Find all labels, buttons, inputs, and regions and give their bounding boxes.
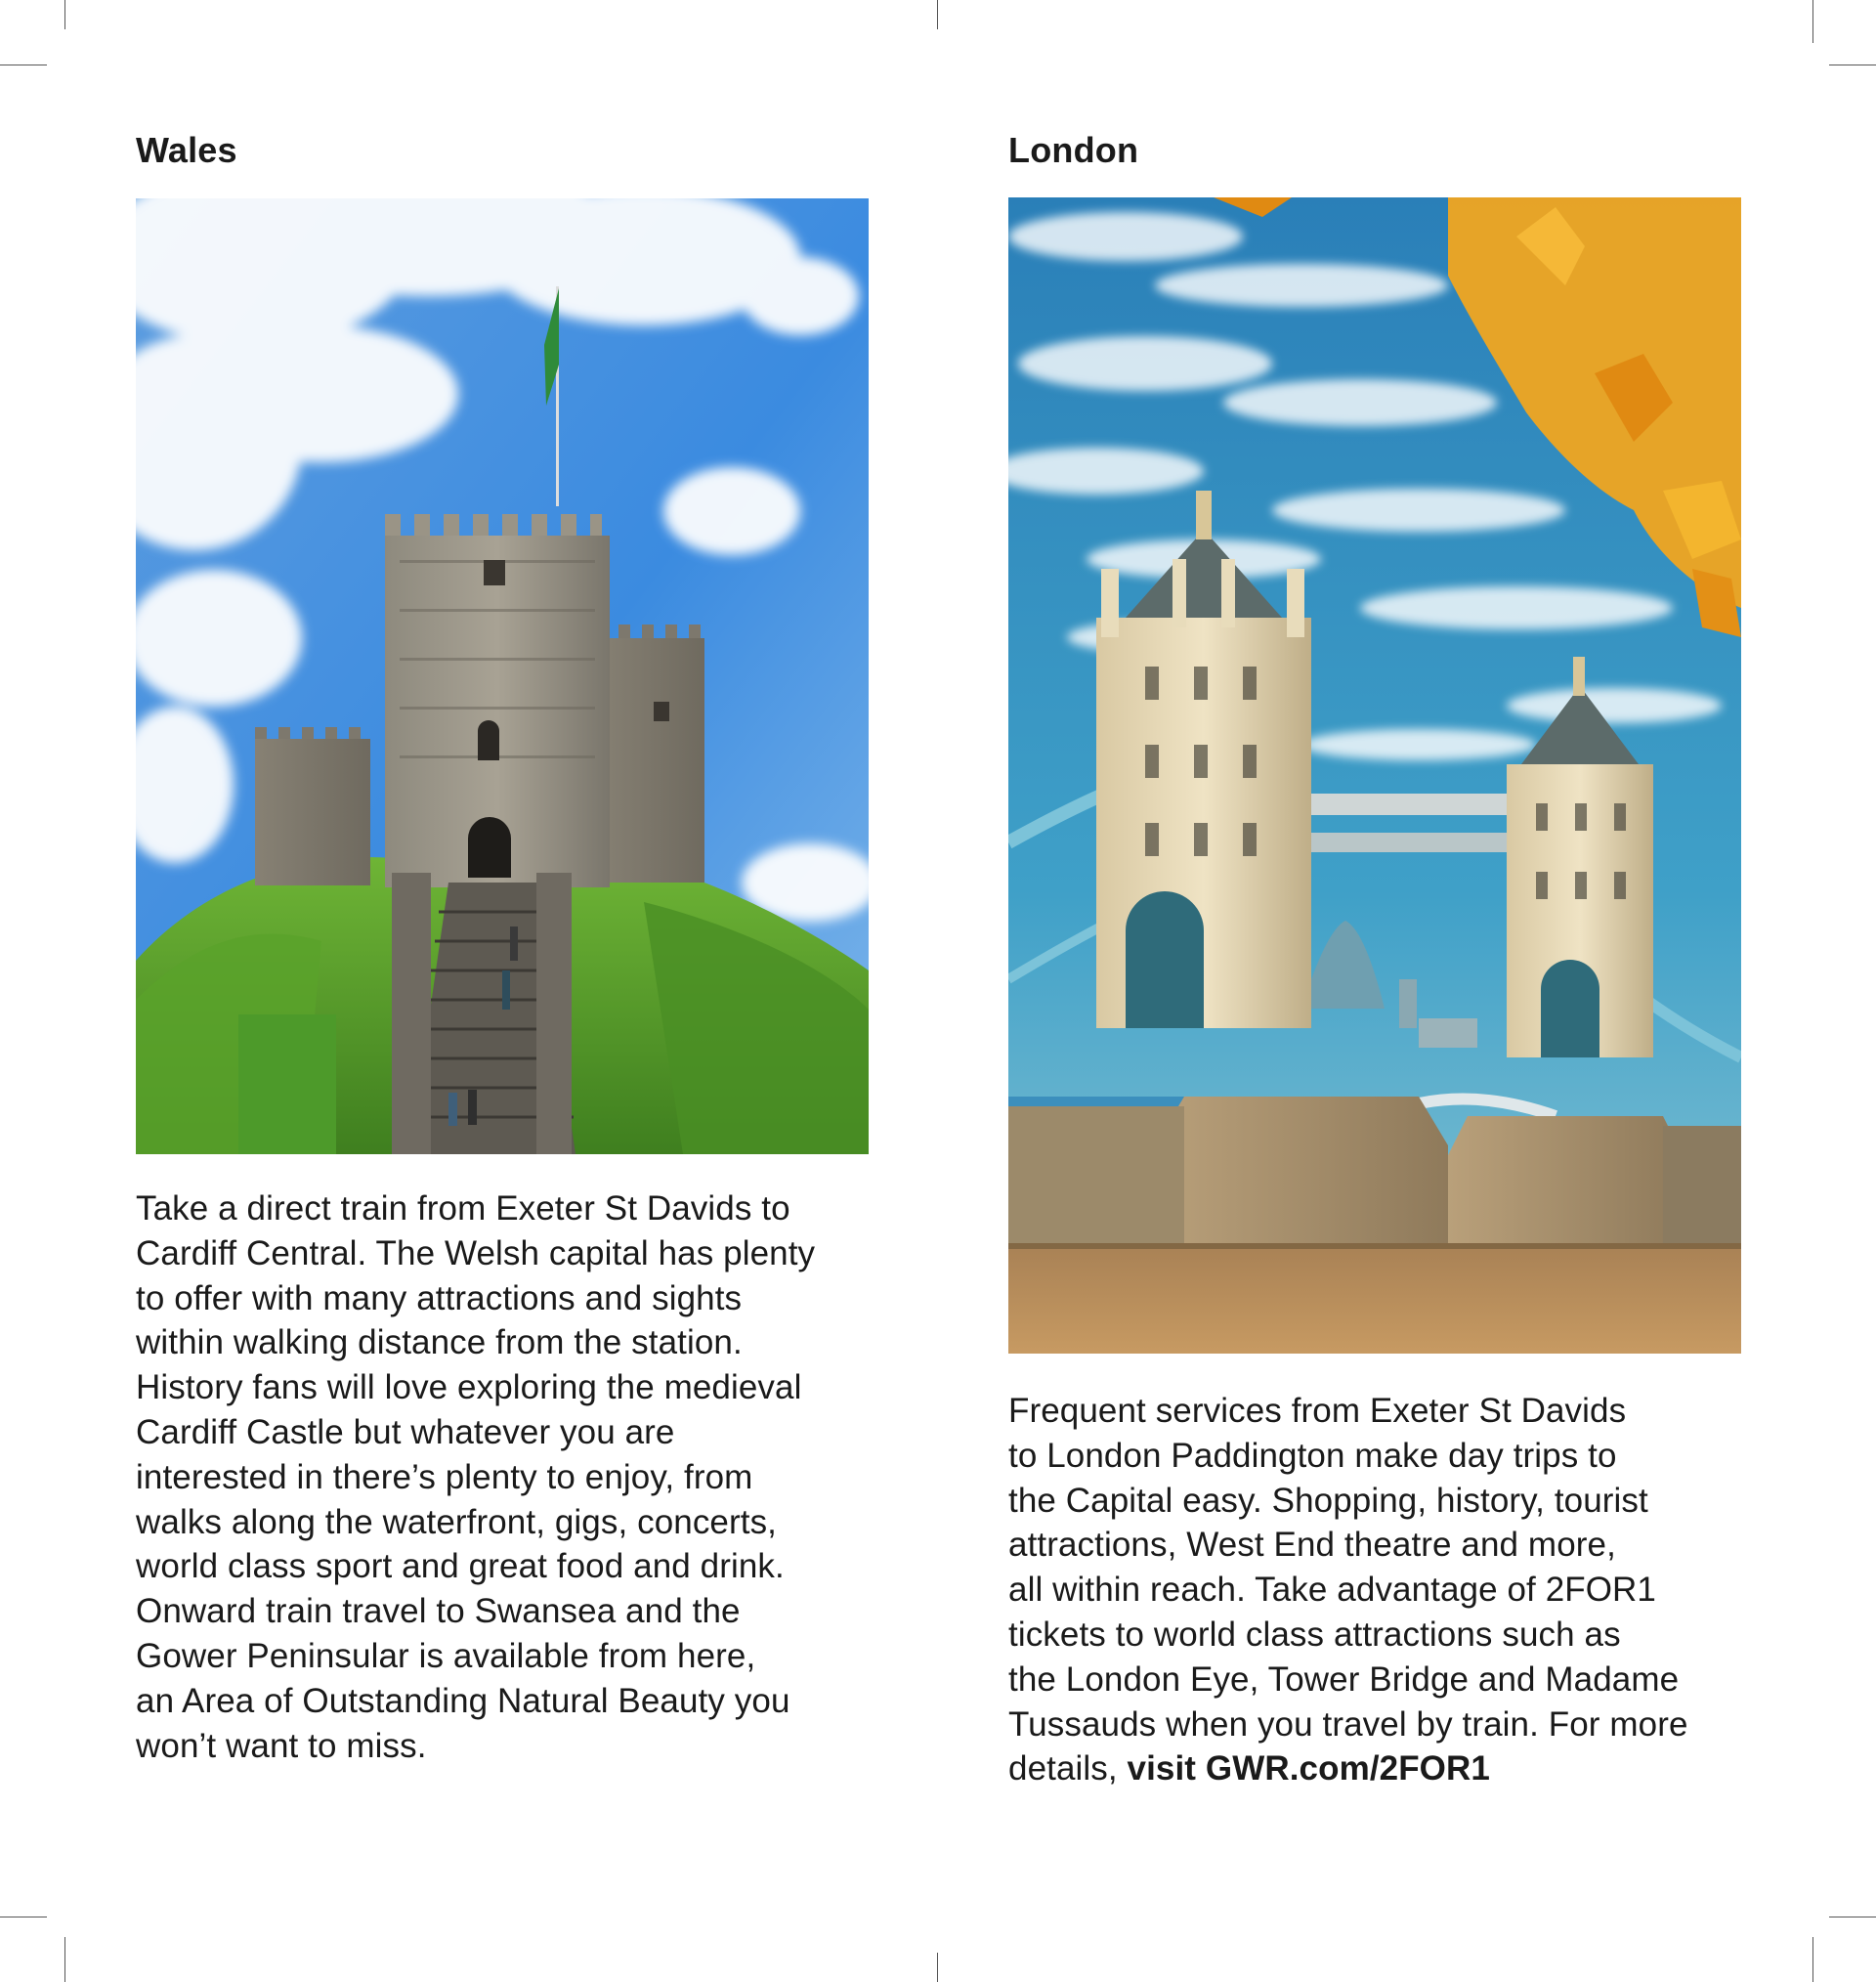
crop-mark — [937, 1953, 938, 1982]
wales-body-line: Gower Peninsular is available from here, — [136, 1636, 756, 1675]
london-body-line: the Capital easy. Shopping, history, tourist — [1008, 1481, 1648, 1520]
london-body-line: tickets to world class attractions such as — [1008, 1615, 1621, 1654]
wales-body-text — [136, 1186, 878, 1768]
london-body-text — [1008, 1389, 1770, 1791]
crop-mark — [64, 1937, 65, 1982]
wales-body-line: History fans will love exploring the medieval — [136, 1368, 802, 1407]
wales-body-line: Take a direct train from Exeter St Davids to — [136, 1189, 790, 1228]
wales-body-line: Cardiff Castle but whatever you are — [136, 1412, 675, 1451]
wales-body-line: won’t want to miss. — [136, 1726, 427, 1765]
crop-mark — [1812, 0, 1813, 43]
wales-body-line: interested in there’s plenty to enjoy, from — [136, 1457, 753, 1496]
gwr-2for1-link[interactable]: visit GWR.com/2FOR1 — [1127, 1749, 1490, 1788]
london-body-line: Tussauds when you travel by train. For more — [1008, 1704, 1688, 1744]
london-body-line: attractions, West End theatre and more, — [1008, 1526, 1616, 1565]
wales-body-line: Onward train travel to Swansea and the — [136, 1592, 741, 1631]
crop-mark — [1812, 1937, 1813, 1982]
wales-body-line: within walking distance from the station. — [136, 1323, 743, 1362]
london-body-line: all within reach. Take advantage of 2FOR1 — [1008, 1571, 1656, 1610]
london-body-line: details, — [1008, 1749, 1128, 1788]
london-body-line: Frequent services from Exeter St Davids — [1008, 1392, 1627, 1430]
wales-body-line: walks along the waterfront, gigs, concerts, — [136, 1502, 778, 1541]
london-heading: London — [1008, 130, 1139, 170]
wales-body-line: an Area of Outstanding Natural Beauty you — [136, 1681, 790, 1720]
wales-body-line: Cardiff Central. The Welsh capital has plenty — [136, 1233, 816, 1272]
london-body-line: the London Eye, Tower Bridge and Madame — [1008, 1659, 1680, 1699]
castle-photo — [136, 198, 869, 1154]
wales-body-line: to offer with many attractions and sights — [136, 1278, 743, 1317]
crop-mark — [937, 0, 938, 29]
crop-mark — [64, 0, 65, 29]
london-body-line: to London Paddington make day trips to — [1008, 1436, 1617, 1475]
wales-heading: Wales — [136, 130, 237, 170]
tower-bridge-photo — [1008, 197, 1741, 1354]
wales-body-line: world class sport and great food and drink. — [136, 1547, 785, 1586]
